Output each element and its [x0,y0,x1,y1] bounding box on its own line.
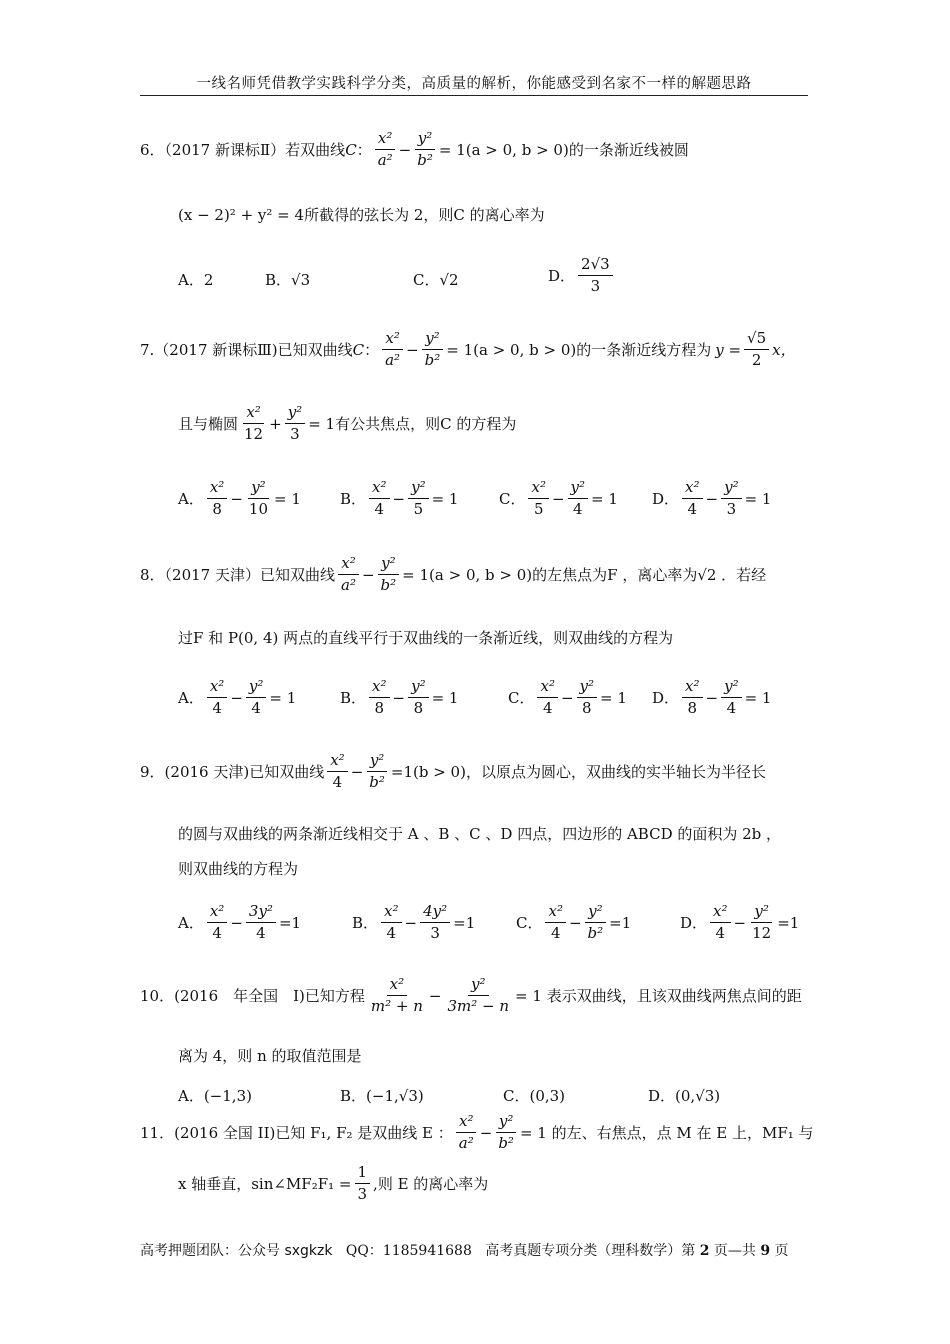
q8-opt-c-frac-y [577,678,598,718]
q7-e2-den: 3 [290,425,300,444]
q7-asymptote-fraction [744,330,769,370]
q7-line2-lead: 且与椭圆 [178,415,239,434]
q8-option-c [508,678,627,718]
q6-minus: − [398,140,412,159]
q9-f1-num: x² [327,752,347,772]
q9-option-c-label: C． [516,914,543,933]
page-header: 一线名师凭借教学实践科学分类，高质量的解析，你能感受到名家不一样的解题思路 [196,76,752,92]
q6-f1-den: a² [377,151,393,170]
q9-opt-c-x-num: x² [545,903,565,923]
footer-title: 高考真题专项分类（理科数学）第 [485,1243,696,1259]
question-9-line-3: 则双曲线的方程为 [178,860,299,878]
q7-opt-b-eq: = 1 [431,489,459,508]
footer-qq: QQ：1185941688 [345,1243,472,1259]
q9-opt-d-minus: − [733,913,747,932]
q9-opt-b-y-num: 4y² [420,903,450,923]
q9-opt-a-frac-x [207,903,227,943]
q8-f2-den: b² [380,576,397,595]
q7-opt-a-minus: − [230,489,243,508]
q9-opt-b-frac-y [420,903,450,943]
question-8-line-1 [140,555,766,595]
q9-option-b [352,903,475,943]
q11-sine-fraction [355,1164,371,1204]
q9-opt-b-eq: =1 [453,913,476,932]
question-9-line-2: 的圆与双曲线的两条渐近线相交于 A 、B 、C 、D 四点，四边形的 ABCD 的面积为 2b ， [178,825,782,843]
q7-opt-c-frac-x [528,479,548,519]
q9-opt-c-x-den: 4 [550,924,561,943]
q9-option-b-label: B． [352,914,379,933]
question-7-line-2 [178,404,516,444]
q9-opt-b-frac-x [381,903,401,943]
q9-opt-d-x-den: 4 [715,924,726,943]
q8-opt-c-y-den: 8 [582,699,592,718]
q6-fraction-x [375,130,396,170]
q6-optd-num: 2√3 [578,256,613,276]
q9-fraction-x [327,752,347,792]
q11-f1-den: a² [458,1134,474,1153]
q8-option-a [178,678,296,718]
q7-opt-d-minus: − [705,489,719,508]
q10-f1-den: m² + n [370,997,423,1016]
q9-f1-den: 4 [332,773,343,792]
q9-opt-a-y-den: 4 [256,924,266,943]
q7-option-c-label: C． [499,490,526,509]
q11-f2-num: y² [496,1113,517,1133]
q8-opt-c-x-num: x² [537,678,557,698]
question-10-line-2: 离为 4，则 n 的取值范围是 [178,1047,362,1065]
q11-line2-lead: x 轴垂直，sin∠MF₂F₁ = [178,1175,352,1194]
q10-f2-den: 3m² − n [447,997,510,1016]
q7-e1-den: 12 [244,425,264,444]
q9-opt-d-y-den: 12 [752,924,772,943]
q7-asym-den: 2 [751,351,762,370]
q8-opt-b-x-den: 8 [374,699,385,718]
q8-opt-d-y-num: y² [721,678,742,698]
q7-f1-den: a² [385,351,401,370]
q7-tail: 的一条渐近线方程为 [576,341,712,360]
q7-option-a-label: A． [178,490,204,509]
q6-f2-den: b² [417,151,433,170]
q11-line2-tail: ,则 E 的离心率为 [373,1175,489,1194]
q7-f2-num: y² [422,330,443,350]
q7-opt-a-y-den: 10 [248,500,268,519]
q11-minus: − [479,1123,493,1142]
q7-opt-a-frac-y [246,479,271,519]
q8-opt-c-eq: = 1 [600,688,627,707]
q10-minus: − [428,986,442,1005]
q9-option-a [178,903,301,943]
q9-opt-a-x-den: 4 [212,924,222,943]
q7-fraction-x [382,330,403,370]
q9-f2-num: y² [367,752,388,772]
q8-opt-a-frac-y [246,678,267,718]
q7-opt-c-x-num: x² [528,479,548,499]
q8-opt-d-y-den: 4 [726,699,737,718]
page-footer [140,1240,808,1260]
q9-option-c [516,903,631,943]
q7-asym-num: √5 [744,330,769,350]
q7-opt-d-frac-x [682,479,702,519]
q8-opt-c-y-num: y² [577,678,598,698]
q9-fraction-y [366,752,388,792]
q7-opt-b-frac-x [369,479,389,519]
q8-opt-a-y-den: 4 [251,699,261,718]
q6-tail: 的一条渐近线被圆 [568,141,689,160]
q8-opt-a-x-den: 4 [212,699,222,718]
q7-f1-num: x² [382,330,402,350]
q11-s-num: 1 [355,1164,371,1184]
q7-option-c [499,479,618,519]
q9-opt-b-y-den: 3 [430,924,440,943]
q10-option-b: B．(−1,√3) [340,1087,424,1105]
q9-option-d [680,903,799,943]
q6-f1-num: x² [375,130,395,150]
q7-option-d-label: D． [652,490,680,509]
q7-line2-tail: = 1有公共焦点，则C 的方程为 [308,415,517,434]
q11-fraction-y [495,1113,517,1153]
q9-minus: − [350,762,364,781]
q11-fraction-x [456,1113,477,1153]
q6-colon: ： [356,141,372,160]
q8-opt-b-y-num: y² [408,678,429,698]
q9-option-a-label: A． [178,914,204,933]
q8-f1-den: a² [341,576,356,595]
question-6-line-2: (x − 2)² + y² = 4所截得的弦长为 2，则C 的离心率为 [178,206,545,224]
q9-opt-d-frac-y [749,903,774,943]
q9-f2-den: b² [369,773,385,792]
q8-opt-b-y-den: 8 [413,699,424,718]
q7-opt-b-y-num: y² [408,479,429,499]
q9-opt-c-frac-y [585,903,607,943]
q6-option-c: C．√2 [413,271,459,289]
q10-tail: = 1 表示双曲线，且该双曲线两焦点间的距 [515,987,802,1006]
q8-opt-a-minus: − [230,688,243,707]
q10-option-a: A．(−1,3) [178,1087,252,1105]
q10-fraction-x [368,976,426,1016]
q7-opt-a-x-num: x² [207,479,227,499]
q6-c-label: C [345,140,357,159]
q8-opt-c-minus: − [560,688,574,707]
footer-team: 高考押题团队：公众号 [140,1243,280,1259]
q7-option-a [178,479,301,519]
q8-opt-a-x-num: x² [207,678,227,698]
q8-opt-d-minus: − [705,688,719,707]
footer-mid: 页—共 [713,1243,756,1259]
q7-lead: 7.（2017 新课标Ⅲ)已知双曲线 [140,341,353,360]
q8-opt-b-eq: = 1 [431,688,459,707]
q6-option-d-label: D． [548,267,576,286]
q7-opt-d-y-num: y² [721,479,742,499]
q8-opt-d-frac-y [721,678,742,718]
header-divider [140,95,808,96]
q7-opt-a-y-num: y² [248,479,269,499]
q6-option-d-fraction [578,256,613,296]
q6-lead: 6．（2017 新课标Ⅱ）若双曲线 [140,141,346,160]
question-11-line-1 [140,1113,814,1153]
q8-fraction-y [378,555,400,595]
q8-f2-num: y² [378,555,399,575]
q7-opt-c-x-den: 5 [533,500,544,519]
q9-opt-d-eq: =1 [777,913,800,932]
q10-option-d: D．(0,√3) [648,1087,721,1105]
q10-fraction-y [445,976,513,1016]
q7-opt-c-frac-y [568,479,589,519]
q9-opt-d-frac-x [710,903,730,943]
q7-y-eq: y = [715,340,742,359]
q9-opt-b-x-den: 4 [386,924,397,943]
q9-opt-a-x-num: x² [207,903,227,923]
q6-condition: = 1(a > 0, b > 0) [438,140,569,159]
q9-opt-c-y-den: b² [587,924,604,943]
q7-opt-c-eq: = 1 [591,489,618,508]
q8-tail: 的左焦点为F ，离心率为√2 ．若经 [532,566,767,585]
q6-optd-den: 3 [590,277,601,296]
q7-opt-d-x-den: 4 [687,500,698,519]
q8-opt-b-x-num: x² [369,678,389,698]
q7-opt-d-eq: = 1 [744,489,772,508]
footer-account: sxgkzk [284,1243,333,1259]
q9-opt-c-frac-x [545,903,565,943]
q8-opt-a-eq: = 1 [269,688,297,707]
q10-option-c: C．(0,3) [503,1087,566,1105]
q8-fraction-x [338,555,359,595]
q7-option-b-label: B． [340,490,367,509]
q8-opt-d-eq: = 1 [744,688,772,707]
q7-opt-a-eq: = 1 [274,489,301,508]
q7-opt-d-x-num: x² [682,479,702,499]
q9-opt-a-eq: =1 [278,913,302,932]
q9-lead: 9．(2016 天津)已知双曲线 [140,763,325,782]
q7-c-label: C [352,340,365,359]
q9-opt-c-eq: =1 [609,913,632,932]
q8-opt-b-frac-y [408,678,429,718]
question-10-line-1 [140,976,802,1016]
q9-tail: ，以原点为圆心，双曲线的实半轴长为半径长 [465,763,766,782]
q9-opt-d-x-num: x² [710,903,730,923]
q8-condition: = 1(a > 0, b > 0) [402,565,533,584]
q8-option-d-label: D． [652,689,680,708]
q9-opt-a-y-num: 3y² [246,903,276,923]
q7-plus: + [269,414,282,433]
q7-e2-num: y² [285,404,306,424]
q9-opt-a-frac-y [246,903,276,943]
q8-opt-c-frac-x [537,678,557,718]
q7-ellipse-fraction-x [241,404,266,444]
q7-opt-c-y-den: 4 [573,500,583,519]
q7-colon: ： [364,341,380,360]
question-6-line-1 [140,130,689,170]
q8-option-b-label: B． [340,689,367,708]
q8-opt-d-x-den: 8 [687,699,698,718]
q7-f2-den: b² [424,351,441,370]
q11-s-den: 3 [357,1185,368,1204]
q8-opt-a-frac-x [207,678,227,718]
question-9-line-1 [140,752,766,792]
q6-fraction-y [414,130,436,170]
footer-end: 页 [774,1243,789,1259]
question-8-line-2: 过F 和 P(0, 4) 两点的直线平行于双曲线的一条渐近线，则双曲线的方程为 [178,629,674,647]
q7-opt-a-frac-x [207,479,227,519]
q7-opt-b-minus: − [392,489,406,508]
q11-lead: 11．(2016 全国 II)已知 F₁, F₂ 是双曲线 E ： [140,1124,453,1143]
q7-fraction-y [422,330,444,370]
q9-opt-d-y-num: y² [751,903,772,923]
q7-minus: − [406,340,419,359]
q8-minus: − [361,565,375,584]
footer-page-number: 2 [699,1243,710,1259]
q7-opt-b-frac-y [408,479,429,519]
q8-lead: 8．（2017 天津）已知双曲线 [140,566,335,585]
q8-opt-a-y-num: y² [246,678,267,698]
q6-option-d [548,256,616,296]
q7-option-d [652,479,771,519]
q9-condition: =1(b > 0) [390,762,466,781]
q7-opt-d-frac-y [721,479,742,519]
question-7-line-1 [140,330,796,370]
q7-opt-a-x-den: 8 [212,500,222,519]
q7-opt-c-minus: − [551,489,565,508]
q9-opt-b-x-num: x² [381,903,401,923]
q9-opt-b-minus: − [404,913,418,932]
q7-e1-num: x² [243,404,263,424]
q6-option-b: B．√3 [265,271,311,289]
q11-f2-den: b² [498,1134,514,1153]
q10-f1-num: x² [387,976,407,996]
q9-opt-c-y-num: y² [585,903,606,923]
q9-opt-a-minus: − [230,913,243,932]
q11-tail: = 1 的左、右焦点，点 M 在 E 上，MF₁ 与 [519,1124,814,1143]
q6-option-a: A．2 [178,271,214,289]
footer-total-pages: 9 [760,1243,771,1259]
q11-f1-num: x² [456,1113,476,1133]
q7-opt-c-y-num: y² [568,479,589,499]
q8-opt-c-x-den: 4 [542,699,553,718]
q10-lead: 10．(2016 年全国 I)已知方程 [140,987,365,1006]
q7-option-b [340,479,458,519]
q8-option-d [652,678,771,718]
q7-ellipse-fraction-y [285,404,306,444]
q9-opt-c-minus: − [568,913,582,932]
q9-option-d-label: D． [680,914,708,933]
q8-opt-b-minus: − [392,688,406,707]
q8-opt-d-x-num: x² [682,678,702,698]
q8-opt-d-frac-x [682,678,702,718]
q7-condition: = 1(a > 0, b > 0) [446,340,577,359]
q8-option-a-label: A． [178,689,204,708]
q8-f1-num: x² [338,555,358,575]
q8-option-c-label: C． [508,689,535,708]
q7-opt-b-x-den: 4 [374,500,385,519]
q7-opt-b-x-num: x² [369,479,389,499]
q8-option-b [340,678,458,718]
q10-f2-num: y² [468,976,489,996]
q8-opt-b-frac-x [369,678,389,718]
q7-opt-d-y-den: 3 [726,500,737,519]
q7-x-end: x， [772,341,796,360]
q7-opt-b-y-den: 5 [413,500,424,519]
question-11-line-2 [178,1164,488,1204]
q6-f2-num: y² [415,130,436,150]
